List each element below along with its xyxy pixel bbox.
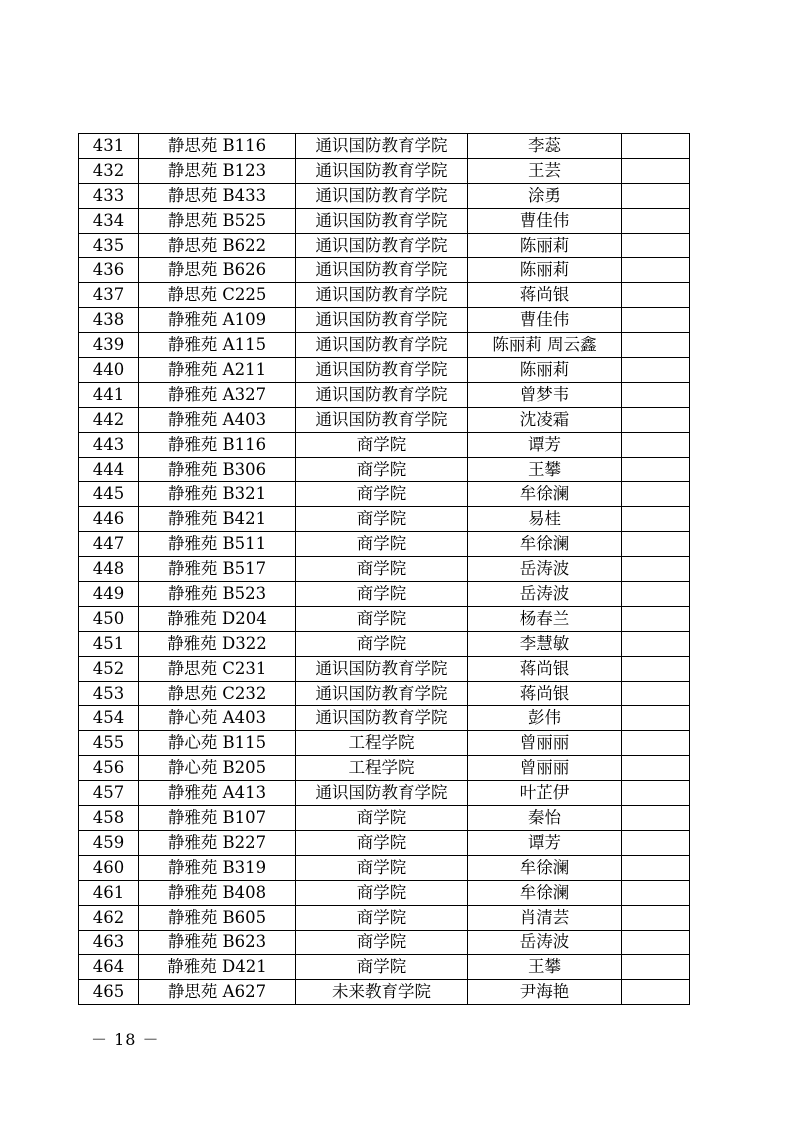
table-row xyxy=(79,582,690,607)
cell-college: 商学院 xyxy=(296,880,468,905)
cell-college: 工程学院 xyxy=(296,731,468,756)
cell-room: 静雅苑 B306 xyxy=(139,457,296,482)
cell-note xyxy=(622,308,690,333)
cell-college: 通识国防教育学院 xyxy=(296,283,468,308)
cell-note xyxy=(622,532,690,557)
cell-number: 435 xyxy=(79,233,139,258)
cell-college: 商学院 xyxy=(296,631,468,656)
cell-number: 457 xyxy=(79,781,139,806)
table-row xyxy=(79,208,690,233)
cell-note xyxy=(622,134,690,159)
cell-number: 449 xyxy=(79,582,139,607)
cell-number: 452 xyxy=(79,656,139,681)
table-row xyxy=(79,806,690,831)
cell-note xyxy=(622,955,690,980)
cell-number: 444 xyxy=(79,457,139,482)
cell-college: 通识国防教育学院 xyxy=(296,706,468,731)
cell-name: 曾丽丽 xyxy=(468,756,622,781)
cell-number: 456 xyxy=(79,756,139,781)
cell-room: 静雅苑 B517 xyxy=(139,557,296,582)
cell-name: 牟徐澜 xyxy=(468,532,622,557)
cell-note xyxy=(622,980,690,1005)
cell-room: 静雅苑 A327 xyxy=(139,382,296,407)
roster-table-wrap xyxy=(78,133,689,1005)
cell-name: 岳涛波 xyxy=(468,557,622,582)
cell-number: 458 xyxy=(79,806,139,831)
cell-note xyxy=(622,855,690,880)
cell-college: 通识国防教育学院 xyxy=(296,407,468,432)
cell-room: 静雅苑 B116 xyxy=(139,432,296,457)
cell-number: 445 xyxy=(79,482,139,507)
cell-room: 静思苑 A627 xyxy=(139,980,296,1005)
page-number: － 18 － xyxy=(91,1030,160,1049)
cell-number: 447 xyxy=(79,532,139,557)
cell-name: 牟徐澜 xyxy=(468,880,622,905)
cell-college: 商学院 xyxy=(296,905,468,930)
cell-number: 443 xyxy=(79,432,139,457)
cell-college: 商学院 xyxy=(296,955,468,980)
cell-name: 曹佳伟 xyxy=(468,208,622,233)
cell-note xyxy=(622,457,690,482)
cell-note xyxy=(622,731,690,756)
cell-name: 彭伟 xyxy=(468,706,622,731)
cell-name: 曾梦韦 xyxy=(468,382,622,407)
cell-college: 商学院 xyxy=(296,457,468,482)
cell-room: 静雅苑 B605 xyxy=(139,905,296,930)
cell-note xyxy=(622,706,690,731)
cell-college: 通识国防教育学院 xyxy=(296,681,468,706)
cell-college: 商学院 xyxy=(296,432,468,457)
cell-college: 通识国防教育学院 xyxy=(296,358,468,383)
table-row xyxy=(79,606,690,631)
cell-college: 工程学院 xyxy=(296,756,468,781)
cell-room: 静思苑 B116 xyxy=(139,134,296,159)
table-row xyxy=(79,233,690,258)
cell-note xyxy=(622,283,690,308)
cell-room: 静雅苑 D322 xyxy=(139,631,296,656)
cell-name: 涂勇 xyxy=(468,183,622,208)
cell-room: 静雅苑 D421 xyxy=(139,955,296,980)
cell-room: 静思苑 C231 xyxy=(139,656,296,681)
cell-room: 静心苑 B205 xyxy=(139,756,296,781)
cell-number: 438 xyxy=(79,308,139,333)
cell-name: 杨春兰 xyxy=(468,606,622,631)
table-row xyxy=(79,706,690,731)
cell-name: 易桂 xyxy=(468,507,622,532)
cell-room: 静雅苑 B319 xyxy=(139,855,296,880)
table-row xyxy=(79,880,690,905)
cell-room: 静雅苑 A211 xyxy=(139,358,296,383)
cell-number: 448 xyxy=(79,557,139,582)
cell-college: 通识国防教育学院 xyxy=(296,258,468,283)
cell-name: 李蕊 xyxy=(468,134,622,159)
cell-room: 静思苑 B622 xyxy=(139,233,296,258)
table-row xyxy=(79,333,690,358)
cell-note xyxy=(622,830,690,855)
cell-name: 岳涛波 xyxy=(468,582,622,607)
cell-name: 沈凌霜 xyxy=(468,407,622,432)
cell-number: 464 xyxy=(79,955,139,980)
table-row xyxy=(79,407,690,432)
cell-college: 通识国防教育学院 xyxy=(296,208,468,233)
table-row xyxy=(79,930,690,955)
cell-note xyxy=(622,781,690,806)
cell-number: 439 xyxy=(79,333,139,358)
cell-name: 秦怡 xyxy=(468,806,622,831)
cell-note xyxy=(622,880,690,905)
cell-name: 曹佳伟 xyxy=(468,308,622,333)
table-row xyxy=(79,283,690,308)
cell-room: 静雅苑 A115 xyxy=(139,333,296,358)
cell-note xyxy=(622,432,690,457)
cell-college: 通识国防教育学院 xyxy=(296,656,468,681)
cell-note xyxy=(622,233,690,258)
cell-room: 静心苑 A403 xyxy=(139,706,296,731)
cell-name: 岳涛波 xyxy=(468,930,622,955)
cell-name: 王攀 xyxy=(468,457,622,482)
cell-room: 静雅苑 B321 xyxy=(139,482,296,507)
cell-college: 通识国防教育学院 xyxy=(296,134,468,159)
cell-name: 肖清芸 xyxy=(468,905,622,930)
cell-note xyxy=(622,606,690,631)
table-row xyxy=(79,432,690,457)
cell-name: 陈丽莉 xyxy=(468,258,622,283)
cell-note xyxy=(622,407,690,432)
cell-number: 454 xyxy=(79,706,139,731)
cell-room: 静思苑 C232 xyxy=(139,681,296,706)
roster-table xyxy=(78,133,690,1005)
table-row xyxy=(79,532,690,557)
cell-number: 460 xyxy=(79,855,139,880)
table-row xyxy=(79,731,690,756)
cell-number: 437 xyxy=(79,283,139,308)
table-row xyxy=(79,482,690,507)
table-row xyxy=(79,905,690,930)
cell-note xyxy=(622,382,690,407)
table-row xyxy=(79,158,690,183)
table-row xyxy=(79,507,690,532)
cell-college: 商学院 xyxy=(296,557,468,582)
table-row xyxy=(79,830,690,855)
cell-room: 静心苑 B115 xyxy=(139,731,296,756)
cell-college: 商学院 xyxy=(296,930,468,955)
cell-room: 静雅苑 B107 xyxy=(139,806,296,831)
cell-room: 静雅苑 B227 xyxy=(139,830,296,855)
cell-name: 王攀 xyxy=(468,955,622,980)
cell-room: 静思苑 B123 xyxy=(139,158,296,183)
cell-note xyxy=(622,656,690,681)
table-row xyxy=(79,756,690,781)
cell-note xyxy=(622,631,690,656)
cell-name: 尹海艳 xyxy=(468,980,622,1005)
cell-note xyxy=(622,158,690,183)
cell-name: 李慧敏 xyxy=(468,631,622,656)
table-row xyxy=(79,358,690,383)
cell-college: 商学院 xyxy=(296,532,468,557)
cell-number: 455 xyxy=(79,731,139,756)
cell-name: 蒋尚银 xyxy=(468,283,622,308)
cell-number: 453 xyxy=(79,681,139,706)
table-row xyxy=(79,382,690,407)
cell-note xyxy=(622,258,690,283)
table-row xyxy=(79,681,690,706)
roster-table-body xyxy=(79,134,690,1005)
cell-room: 静雅苑 B523 xyxy=(139,582,296,607)
cell-college: 通识国防教育学院 xyxy=(296,308,468,333)
cell-note xyxy=(622,905,690,930)
cell-number: 450 xyxy=(79,606,139,631)
table-row xyxy=(79,855,690,880)
cell-number: 431 xyxy=(79,134,139,159)
cell-note xyxy=(622,681,690,706)
cell-college: 通识国防教育学院 xyxy=(296,233,468,258)
cell-college: 通识国防教育学院 xyxy=(296,382,468,407)
cell-number: 462 xyxy=(79,905,139,930)
cell-name: 陈丽莉 xyxy=(468,233,622,258)
cell-name: 王芸 xyxy=(468,158,622,183)
cell-note xyxy=(622,333,690,358)
cell-room: 静思苑 C225 xyxy=(139,283,296,308)
cell-note xyxy=(622,806,690,831)
cell-number: 465 xyxy=(79,980,139,1005)
cell-room: 静雅苑 B511 xyxy=(139,532,296,557)
table-row xyxy=(79,557,690,582)
cell-note xyxy=(622,183,690,208)
cell-name: 牟徐澜 xyxy=(468,855,622,880)
cell-room: 静思苑 B433 xyxy=(139,183,296,208)
cell-note xyxy=(622,208,690,233)
cell-room: 静雅苑 D204 xyxy=(139,606,296,631)
table-row xyxy=(79,656,690,681)
cell-number: 442 xyxy=(79,407,139,432)
cell-name: 蒋尚银 xyxy=(468,681,622,706)
cell-college: 商学院 xyxy=(296,507,468,532)
cell-note xyxy=(622,358,690,383)
cell-college: 通识国防教育学院 xyxy=(296,781,468,806)
cell-college: 商学院 xyxy=(296,855,468,880)
cell-name: 曾丽丽 xyxy=(468,731,622,756)
cell-room: 静雅苑 B623 xyxy=(139,930,296,955)
cell-note xyxy=(622,482,690,507)
cell-number: 436 xyxy=(79,258,139,283)
cell-number: 463 xyxy=(79,930,139,955)
cell-name: 谭芳 xyxy=(468,830,622,855)
table-row xyxy=(79,955,690,980)
cell-room: 静思苑 B626 xyxy=(139,258,296,283)
cell-college: 商学院 xyxy=(296,606,468,631)
cell-name: 叶芷伊 xyxy=(468,781,622,806)
cell-number: 433 xyxy=(79,183,139,208)
table-row xyxy=(79,134,690,159)
cell-room: 静雅苑 A413 xyxy=(139,781,296,806)
table-row xyxy=(79,457,690,482)
cell-room: 静雅苑 A403 xyxy=(139,407,296,432)
cell-note xyxy=(622,507,690,532)
cell-college: 商学院 xyxy=(296,806,468,831)
cell-number: 446 xyxy=(79,507,139,532)
cell-room: 静雅苑 A109 xyxy=(139,308,296,333)
cell-college: 商学院 xyxy=(296,830,468,855)
cell-name: 陈丽莉 周云鑫 xyxy=(468,333,622,358)
cell-number: 432 xyxy=(79,158,139,183)
cell-number: 434 xyxy=(79,208,139,233)
table-row xyxy=(79,980,690,1005)
cell-college: 商学院 xyxy=(296,482,468,507)
table-row xyxy=(79,308,690,333)
cell-number: 461 xyxy=(79,880,139,905)
cell-college: 商学院 xyxy=(296,582,468,607)
cell-name: 谭芳 xyxy=(468,432,622,457)
cell-name: 陈丽莉 xyxy=(468,358,622,383)
table-row xyxy=(79,183,690,208)
table-row xyxy=(79,631,690,656)
cell-college: 未来教育学院 xyxy=(296,980,468,1005)
cell-room: 静雅苑 B408 xyxy=(139,880,296,905)
cell-name: 蒋尚银 xyxy=(468,656,622,681)
cell-note xyxy=(622,930,690,955)
cell-number: 459 xyxy=(79,830,139,855)
cell-note xyxy=(622,557,690,582)
cell-note xyxy=(622,756,690,781)
cell-number: 441 xyxy=(79,382,139,407)
cell-number: 451 xyxy=(79,631,139,656)
cell-name: 牟徐澜 xyxy=(468,482,622,507)
cell-college: 通识国防教育学院 xyxy=(296,333,468,358)
cell-college: 通识国防教育学院 xyxy=(296,183,468,208)
table-row xyxy=(79,781,690,806)
cell-college: 通识国防教育学院 xyxy=(296,158,468,183)
cell-note xyxy=(622,582,690,607)
cell-room: 静雅苑 B421 xyxy=(139,507,296,532)
table-row xyxy=(79,258,690,283)
cell-room: 静思苑 B525 xyxy=(139,208,296,233)
cell-number: 440 xyxy=(79,358,139,383)
